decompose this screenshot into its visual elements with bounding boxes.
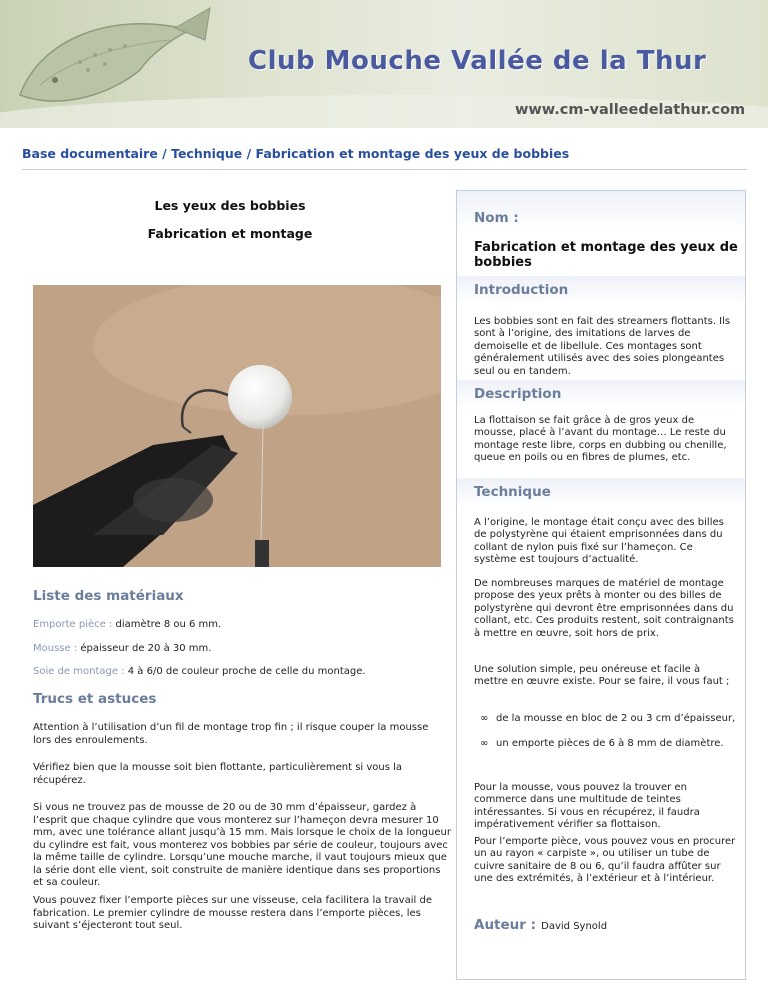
material-value: épaisseur de 20 à 30 mm. bbox=[77, 643, 212, 654]
tip-paragraph: Si vous ne trouvez pas de mousse de 20 ou de 30 mm d’épaisseur, gardez à l’esprit que chaque cylindre que vous monterez sur l’hameçon devra mesurer 10 mm, avec une tolérance allant jusqu’à 15 mm. Mais lorsque le choix de la longueur du cylindre est fait, vous monterez vos bobbies par série de couleur, toujours avec la même taille de cylindre. Lorsqu’une mouche marche, il vaut toujours mieux que la série dont elle vient, soit construite de manière identique dans ses proportions et sa couleur. bbox=[33, 802, 451, 888]
tip-paragraph: Vérifiez bien que la mousse soit bien flottante, particulièrement si vous la récupérez. bbox=[33, 762, 403, 786]
site-title: Club Mouche Vallée de la Thur bbox=[248, 46, 707, 76]
site-url[interactable]: www.cm-valleedelathur.com bbox=[515, 102, 746, 118]
tip-paragraph: Attention à l’utilisation d’un fil de montage trop fin ; il risque couper la mousse lors des enroulements. bbox=[33, 722, 429, 746]
list-item: de la mousse en bloc de 2 ou 3 cm d’épaisseur, bbox=[496, 713, 736, 724]
bullet-icon: ∞ bbox=[480, 738, 489, 749]
bullet-icon: ∞ bbox=[480, 713, 489, 724]
list-item: un emporte pièces de 6 à 8 mm de diamètre. bbox=[496, 738, 724, 749]
author-heading: Auteur : bbox=[474, 917, 537, 933]
name-heading: Nom : bbox=[474, 210, 519, 226]
description-text: La flottaison se fait grâce à de gros yeux de mousse, placé à l’avant du montage… Le reste du montage reste libre, corps en dubbing ou chenille, queue en poils ou en fibres de plumes, etc. bbox=[474, 415, 727, 464]
material-label: Emporte pièce : bbox=[33, 619, 113, 630]
author-line bbox=[474, 914, 607, 933]
tip-paragraph: Vous pouvez fixer l’emporte pièces sur une visseuse, cela facilitera la travail de fabrication. Le premier cylindre de mousse restera dans l’emporte pièces, les suivant s’éjecteront tout seul. bbox=[33, 895, 432, 931]
material-label: Mousse : bbox=[33, 643, 78, 654]
technique-text: Une solution simple, peu onéreuse et facile à mettre en œuvre existe. Pour se faire, il vous faut ; bbox=[474, 664, 730, 688]
intro-text: Les bobbies sont en fait des streamers flottants. Ils sont à l’origine, des imitations de larves de demoiselle et de libellule. Ces montages sont généralement utilisés avec des soies plongeantes seul ou en tandem. bbox=[474, 316, 731, 377]
material-value: diamètre 8 ou 6 mm. bbox=[112, 619, 222, 630]
technique-text: Pour la mousse, vous pouvez la trouver en commerce dans une multitude de teintes intéressantes. Si vous en récupérez, il faudra impérativement vérifier sa flottaison. bbox=[474, 782, 700, 831]
intro-heading: Introduction bbox=[474, 282, 569, 298]
technique-heading: Technique bbox=[474, 484, 551, 500]
article-name: Fabrication et montage des yeux de bobbies bbox=[474, 240, 738, 270]
divider bbox=[22, 169, 747, 170]
breadcrumb[interactable]: Base documentaire / Technique / Fabrication et montage des yeux de bobbies bbox=[22, 146, 570, 161]
materials-heading: Liste des matériaux bbox=[33, 588, 184, 604]
material-item bbox=[33, 666, 366, 677]
technique-text: De nombreuses marques de matériel de montage propose des yeux prêts à monter ou des billes de polystyrène qui devront être emprisonnées dans du collant, etc. Ces produits restent, soit contraignants à mettre en œuvre, soit hors de prix. bbox=[474, 578, 734, 639]
trout-logo-icon bbox=[0, 0, 230, 128]
author-name: David Synold bbox=[541, 921, 608, 932]
material-label: Soie de montage : bbox=[33, 666, 125, 677]
material-item bbox=[33, 619, 221, 630]
site-banner bbox=[0, 0, 768, 128]
material-value: 4 à 6/0 de couleur proche de celle du montage. bbox=[124, 666, 366, 677]
material-item bbox=[33, 643, 211, 654]
page-title: Les yeux des bobbies bbox=[154, 198, 306, 213]
description-heading: Description bbox=[474, 386, 562, 402]
tips-heading: Trucs et astuces bbox=[33, 691, 157, 707]
fly-tying-photo bbox=[33, 285, 441, 567]
page-subtitle: Fabrication et montage bbox=[147, 226, 313, 241]
technique-text: A l’origine, le montage était conçu avec des billes de polystyrène qui étaient emprisonnées dans du collant de nylon puis fixé sur l’hameçon. Ce système est toujours d’actualité. bbox=[474, 517, 724, 566]
technique-text: Pour l’emporte pièce, vous pouvez vous en procurer un au rayon « carpiste », ou utiliser un tube de cuivre sanitaire de 8 ou 6, qu’il faudra affûter sur une des extrémités, à l’extérieur et à l’intérieur. bbox=[474, 836, 736, 885]
